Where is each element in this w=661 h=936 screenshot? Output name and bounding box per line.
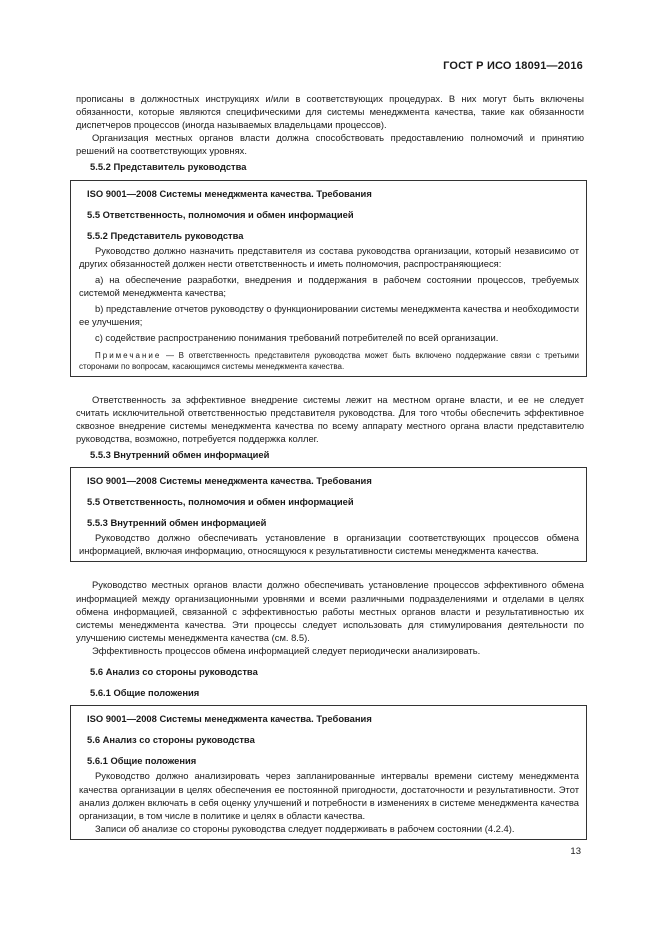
note-text: — В ответственность представителя руководства может быть включено поддержание связи с третьими сторонами по вопросам, касающимся системы менеджмента качества. — [79, 350, 579, 371]
box-heading-5-5: 5.5 Ответственность, полномочия и обмен информацией — [87, 208, 354, 220]
iso-quote-box-5-6-1 — [70, 705, 587, 840]
page-content — [76, 92, 584, 848]
section-5-6-heading: 5.6 Анализ со стороны руководства — [90, 666, 258, 677]
box-heading-5-6-1: 5.6.1 Общие положения — [87, 755, 197, 767]
intro-paragraph-1: прописаны в должностных инструкциях и/или в соответствующих процедурах. В них могут быть включены обязанности, которые являются специфическими для системы менеджмента качества, такие как обязанности диспетчеров процессов (иногда называемых владельцами процессов). — [76, 93, 584, 131]
box-note — [79, 350, 579, 372]
box-heading-5-5: 5.5 Ответственность, полномочия и обмен информацией — [87, 496, 354, 508]
box-paragraph-2: Записи об анализе со стороны руководства следует поддерживать в рабочем состоянии (4.2.4). — [95, 822, 515, 834]
box-paragraph: Руководство должно назначить представителя из состава руководства организации, который независимо от других обязанностей должен нести ответственность и иметь полномочия, распространяющиеся: — [79, 244, 579, 269]
box-heading-5-5-2: 5.5.2 Представитель руководства — [87, 229, 244, 241]
box-item-c: c) содействие распространению понимания требований потребителей по всей организации. — [95, 332, 499, 344]
box-item-b: b) представление отчетов руководству о функционировании системы менеджмента качества и необходимости ее улучшения; — [79, 303, 579, 328]
box-title: ISO 9001—2008 Системы менеджмента качества. Требования — [87, 187, 372, 199]
box-title: ISO 9001—2008 Системы менеджмента качества. Требования — [87, 474, 372, 486]
section-5-5-3-after-paragraph-1: Руководство местных органов власти должно обеспечивать установление процессов эффективного обмена информацией между организационными уровнями и всеми различными подразделениями и отделами в целях обмена информацией, связанной с эффективностью работы местных органов власти и результативностью их системы менеджмента качества. Эти процессы следует использовать для стимулирования деятельности по улучшению системы менеджмента качества (см. 8.5). — [76, 579, 584, 643]
section-5-5-3-after-paragraph-2: Эффективность процессов обмена информацией следует периодически анализировать. — [92, 644, 481, 656]
document-id-header: ГОСТ Р ИСО 18091—2016 — [443, 60, 583, 72]
box-title: ISO 9001—2008 Системы менеджмента качества. Требования — [87, 713, 372, 725]
box-item-a: a) на обеспечение разработки, внедрения и поддержания в рабочем состоянии процессов, требуемых системой менеджмента качества; — [79, 274, 579, 299]
iso-quote-box-5-5-3 — [70, 467, 587, 562]
iso-quote-box-5-5-2 — [70, 180, 587, 377]
section-5-6-1-heading: 5.6.1 Общие положения — [90, 687, 200, 699]
box-heading-5-5-3: 5.5.3 Внутренний обмен информацией — [87, 517, 267, 529]
box-heading-5-6: 5.6 Анализ со стороны руководства — [87, 734, 255, 746]
note-label: Примечание — [95, 350, 162, 360]
box-paragraph-1: Руководство должно анализировать через запланированные интервалы времени систему менеджмента качества организации в целях обеспечения ее постоянной пригодности, достаточности и результативности. Этот анализ должен включать в себя оценку улучшений и потребности в изменениях в системе менеджмента качества организации, в том числе в политике и целях в области качества. — [79, 770, 579, 821]
intro-paragraph-2: Организация местных органов власти должна способствовать предоставлению полномочий и принятию решений на соответствующих уровнях. — [76, 132, 584, 157]
section-5-5-2-heading: 5.5.2 Представитель руководства — [90, 161, 247, 173]
page-number: 13 — [570, 846, 581, 857]
section-5-5-2-after-paragraph: Ответственность за эффективное внедрение системы лежит на местном органе власти, и ее не следует считать исключительной ответственностью представителя руководства. Для того чтобы обеспечить эффективное сквозное внедрение системы менеджмента качества по всему аппарату местного органа власти представителю руководства, возможно, потребуется поддержка коллег. — [76, 393, 584, 444]
section-5-5-3-heading: 5.5.3 Внутренний обмен информацией — [90, 448, 270, 460]
box-paragraph: Руководство должно обеспечивать установление в организации соответствующих процессов обмена информацией, включая информацию, относящуюся к результативности системы менеджмента качества. — [79, 532, 579, 557]
